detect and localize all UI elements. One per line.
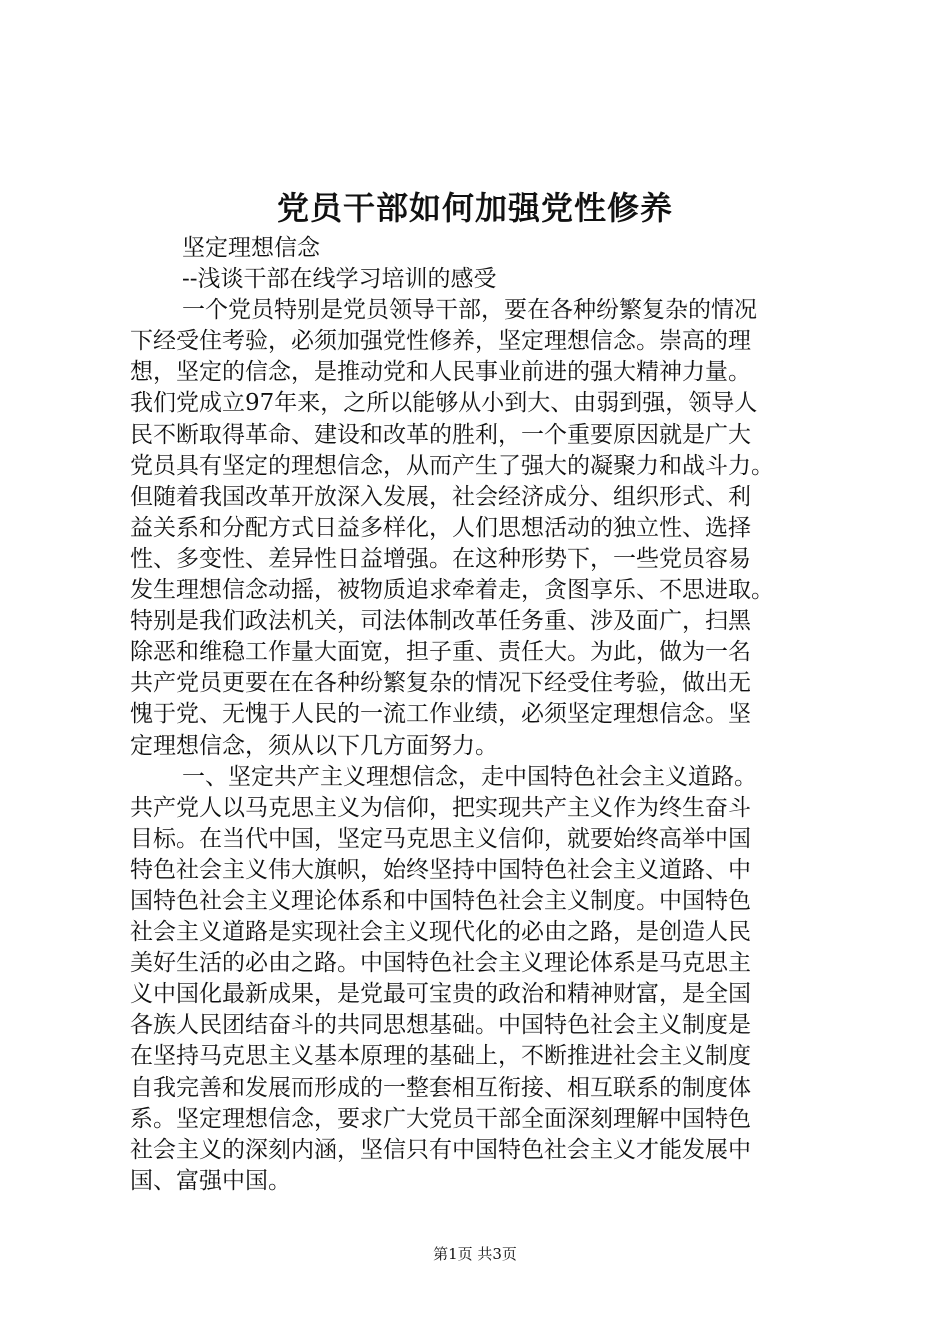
body-line: 特色社会主义伟大旗帜，始终坚持中国特色社会主义道路、中 xyxy=(130,856,751,883)
body-line: 特别是我们政法机关，司法体制改革任务重、涉及面广，扫黑 xyxy=(130,608,751,635)
body-line: 共产党人以马克思主义为信仰，把实现共产主义作为终生奋斗 xyxy=(130,794,751,821)
body-line: 各族人民团结奋斗的共同思想基础。中国特色社会主义制度是 xyxy=(130,1012,751,1039)
body-line: 共产党员更要在在各种纷繁复杂的情况下经受住考验，做出无 xyxy=(130,670,751,697)
body-line: --浅谈干部在线学习培训的感受 xyxy=(182,266,497,293)
body-line: 民不断取得革命、建设和改革的胜利，一个重要原因就是广大 xyxy=(130,421,751,448)
body-line: 但随着我国改革开放深入发展，社会经济成分、组织形式、利 xyxy=(130,483,751,510)
body-line: 性、多变性、差异性日益增强。在这种形势下，一些党员容易 xyxy=(130,545,751,572)
body-line: 自我完善和发展而形成的一整套相互衔接、相互联系的制度体 xyxy=(130,1074,751,1101)
body-line: 一、坚定共产主义理想信念，走中国特色社会主义道路。 xyxy=(182,763,757,790)
body-line: 国、富强中国。 xyxy=(130,1167,291,1194)
body-line: 坚定理想信念 xyxy=(182,235,320,261)
body-line: 在坚持马克思主义基本原理的基础上，不断推进社会主义制度 xyxy=(130,1043,751,1070)
body-line: 义中国化最新成果，是党最可宝贵的政治和精神财富，是全国 xyxy=(130,981,751,1008)
body-line: 国特色社会主义理论体系和中国特色社会主义制度。中国特色 xyxy=(130,887,751,914)
page-footer: 第1页 共3页 xyxy=(433,1245,517,1263)
body-line: 社会主义的深刻内涵，坚信只有中国特色社会主义才能发展中 xyxy=(130,1136,751,1163)
body-line: 想，坚定的信念，是推动党和人民事业前进的强大精神力量。 xyxy=(130,359,751,386)
body-line: 美好生活的必由之路。中国特色社会主义理论体系是马克思主 xyxy=(130,950,751,977)
document-title: 党员干部如何加强党性修养 xyxy=(276,189,673,227)
body-line: 系。坚定理想信念，要求广大党员干部全面深刻理解中国特色 xyxy=(130,1105,751,1132)
body-line: 下经受住考验，必须加强党性修养，坚定理想信念。崇高的理 xyxy=(130,328,751,355)
body-line: 除恶和维稳工作量大面宽，担子重、责任大。为此，做为一名 xyxy=(130,639,751,666)
body-line: 益关系和分配方式日益多样化，人们思想活动的独立性、选择 xyxy=(130,514,751,541)
body-line: 党员具有坚定的理想信念，从而产生了强大的凝聚力和战斗力。 xyxy=(130,452,774,479)
body-line: 一个党员特别是党员领导干部，要在各种纷繁复杂的情况 xyxy=(182,297,757,324)
body-line: 发生理想信念动摇，被物质追求牵着走，贪图享乐、不思进取。 xyxy=(130,577,774,604)
body-line: 定理想信念，须从以下几方面努力。 xyxy=(130,732,498,759)
body-line: 目标。在当代中国，坚定马克思主义信仰，就要始终高举中国 xyxy=(130,825,751,852)
body-line: 社会主义道路是实现社会主义现代化的必由之路，是创造人民 xyxy=(130,919,751,946)
body-line: 愧于党、无愧于人民的一流工作业绩，必须坚定理想信念。坚 xyxy=(130,701,751,728)
document-body xyxy=(130,233,852,1197)
body-line: 我们党成立97年来，之所以能够从小到大、由弱到强，领导人 xyxy=(130,390,758,417)
